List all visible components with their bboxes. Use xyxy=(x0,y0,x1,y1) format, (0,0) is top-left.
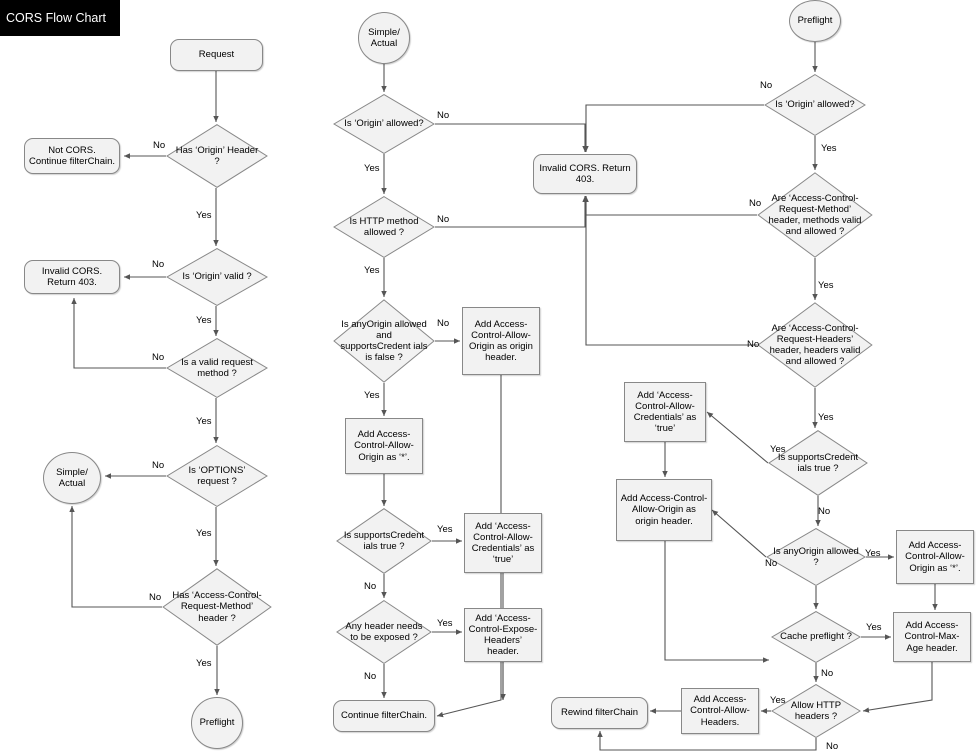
flow-node-label: Simple/ Actual xyxy=(56,466,88,489)
flow-node-preflight-left[interactable] xyxy=(191,697,243,749)
edge-label: No xyxy=(760,80,773,91)
edge-label: Yes xyxy=(770,444,786,455)
flow-node-valid-method[interactable] xyxy=(166,338,268,398)
flow-node-label: Add ‘Access-Control-Expose-Headers’ header. xyxy=(468,612,538,658)
edge-label: Yes xyxy=(364,390,380,401)
flow-node-continue-mid[interactable] xyxy=(333,700,435,732)
flow-node-add-acac-mid[interactable] xyxy=(464,513,542,573)
flow-node-supports-cred-rt[interactable] xyxy=(768,430,868,496)
edge-label: No xyxy=(437,110,450,121)
edge-label: No xyxy=(749,198,762,209)
flow-node-acrh-valid-rt[interactable] xyxy=(757,302,873,388)
flow-node-label: Preflight xyxy=(199,717,235,729)
edge-label: No xyxy=(765,558,778,569)
flow-node-label: Add ‘Access-Control-Allow-Credentials’ as ‘true’ xyxy=(633,389,697,435)
edge-label: Yes xyxy=(818,412,834,423)
flow-node-label: Invalid CORS. Return 403. xyxy=(41,265,103,288)
flow-node-add-acao-origin-rt[interactable] xyxy=(616,479,712,541)
flow-node-any-header-mid[interactable] xyxy=(336,600,432,664)
flow-node-label: Add ‘Access-Control-Allow-Credentials’ as ‘true’ xyxy=(471,520,535,566)
flow-node-add-acac-rt[interactable] xyxy=(624,382,706,442)
flow-node-label: Add Access-Control-Allow-Origin as origin header. xyxy=(620,493,708,527)
edge-label: No xyxy=(437,214,450,225)
flow-node-acrm-valid-rt[interactable] xyxy=(757,172,873,258)
flow-node-label: Rewind filterChain xyxy=(560,707,639,719)
flow-node-is-options[interactable] xyxy=(166,445,268,507)
flow-node-not-cors[interactable] xyxy=(24,138,120,174)
flow-node-preflight-right[interactable] xyxy=(789,0,841,42)
flow-node-label: Request xyxy=(198,49,235,61)
flow-node-cache-preflight[interactable] xyxy=(771,611,861,663)
edge-label: Yes xyxy=(196,416,212,427)
flow-node-label: Add Access-Control-Allow-Origin as origin header. xyxy=(469,318,533,364)
flow-node-rewind[interactable] xyxy=(551,697,648,729)
edge-label: Yes xyxy=(196,315,212,326)
edge-label: Yes xyxy=(818,280,834,291)
edge-label: Yes xyxy=(437,524,453,535)
flow-node-label: Is ‘Origin’ allowed? xyxy=(775,99,855,111)
flow-node-label: Cache preflight ? xyxy=(780,631,852,643)
edge-label: Yes xyxy=(364,163,380,174)
edge-label: No xyxy=(826,741,839,752)
flow-node-label: Simple/ Actual xyxy=(368,26,400,49)
flow-node-request[interactable] xyxy=(170,39,263,71)
edge-label: No xyxy=(152,460,165,471)
flow-node-label: Allow HTTP headers ? xyxy=(790,699,842,722)
flow-node-simple-actual-mid[interactable] xyxy=(358,12,410,64)
edge-label: No xyxy=(153,140,166,151)
flow-node-anyorigin-rt[interactable] xyxy=(766,528,866,586)
edge-label: No xyxy=(437,318,450,329)
flow-node-label: Has ‘Origin’ Header ? xyxy=(175,144,259,167)
flow-node-invalid-403-left[interactable] xyxy=(24,260,120,294)
edge-label: Yes xyxy=(866,622,882,633)
chart-title-banner xyxy=(0,0,120,36)
edge-label: Yes xyxy=(821,143,837,154)
flow-node-label: Are ‘Access-Control-Request-Headers’ header, headers valid and allowed ? xyxy=(769,322,861,368)
flow-node-add-aceh-mid[interactable] xyxy=(464,608,542,662)
flow-node-label: Preflight xyxy=(797,15,833,27)
edge-label: No xyxy=(152,352,165,363)
flow-node-label: Are ‘Access-Control-Request-Method’ header, methods valid and allowed ? xyxy=(768,192,862,238)
flow-node-supports-cred-mid[interactable] xyxy=(336,508,432,574)
edge-label: Yes xyxy=(196,210,212,221)
flow-node-origin-valid[interactable] xyxy=(166,248,268,306)
flow-node-label: Is anyOrigin allowed and supportsCredent ials is false ? xyxy=(340,318,428,364)
flow-node-label: Add Access-Control-Allow-Headers. xyxy=(690,694,750,728)
edge-label: Yes xyxy=(865,548,881,559)
edge-label: No xyxy=(747,339,760,350)
flow-node-label: Is ‘Origin’ allowed? xyxy=(344,118,424,130)
flow-node-origin-allowed-rt[interactable] xyxy=(764,74,866,136)
flow-node-label: Is HTTP method allowed ? xyxy=(349,215,419,238)
flow-node-label: Is anyOrigin allowed ? xyxy=(773,545,859,568)
flow-node-label: Not CORS. Continue filterChain. xyxy=(28,144,116,167)
flow-node-has-acrm[interactable] xyxy=(162,568,272,646)
flow-node-invalid-403-mid[interactable] xyxy=(533,154,637,194)
flow-node-label: Continue filterChain. xyxy=(340,710,428,722)
flow-node-label: Add Access-Control-Allow-Origin as ‘*’. xyxy=(905,540,965,574)
flow-node-has-origin[interactable] xyxy=(166,124,268,188)
flow-node-http-method-mid[interactable] xyxy=(333,196,435,258)
edge-label: No xyxy=(149,592,162,603)
edge-label: No xyxy=(152,259,165,270)
flow-node-label: Add Access-Control-Allow-Origin as ‘*’. xyxy=(354,429,414,463)
edge-label: Yes xyxy=(437,618,453,629)
page-title: CORS Flow Chart xyxy=(6,11,107,25)
edge-label: No xyxy=(364,581,377,592)
flow-node-label: Has ‘Access-Control-Request-Method’ header ? xyxy=(172,590,262,624)
flow-node-add-acah[interactable] xyxy=(681,688,759,734)
edge-label: Yes xyxy=(364,265,380,276)
flow-node-add-acao-star-mid[interactable] xyxy=(345,418,423,474)
edge-label: No xyxy=(821,668,834,679)
flow-node-allow-http-headers[interactable] xyxy=(771,684,861,738)
flow-node-add-acao-origin-mid[interactable] xyxy=(462,307,540,375)
flow-node-label: Is ‘Origin’ valid ? xyxy=(182,271,252,283)
edge-label: Yes xyxy=(196,658,212,669)
flow-node-anyorigin-mid[interactable] xyxy=(333,299,435,383)
edge-label: No xyxy=(364,671,377,682)
flow-node-simple-actual-left[interactable] xyxy=(43,452,101,504)
edge-label: Yes xyxy=(770,695,786,706)
flow-node-label: Is supportsCredent ials true ? xyxy=(343,529,425,552)
flow-node-label: Is a valid request method ? xyxy=(181,356,253,379)
flow-node-label: Is ‘OPTIONS’ request ? xyxy=(188,464,246,487)
flow-node-label: Add Access-Control-Max-Age header. xyxy=(904,620,960,654)
edge-label: No xyxy=(818,506,831,517)
edge-label: Yes xyxy=(196,528,212,539)
flow-node-label: Invalid CORS. Return 403. xyxy=(539,162,631,185)
flow-node-label: Any header needs to be exposed ? xyxy=(345,620,423,643)
flow-node-add-acao-star-rt[interactable] xyxy=(896,530,974,584)
flow-node-label: Is supportsCredent ials true ? xyxy=(777,451,859,474)
flow-node-origin-allowed-mid[interactable] xyxy=(333,94,435,154)
flow-node-add-acma[interactable] xyxy=(893,612,971,662)
